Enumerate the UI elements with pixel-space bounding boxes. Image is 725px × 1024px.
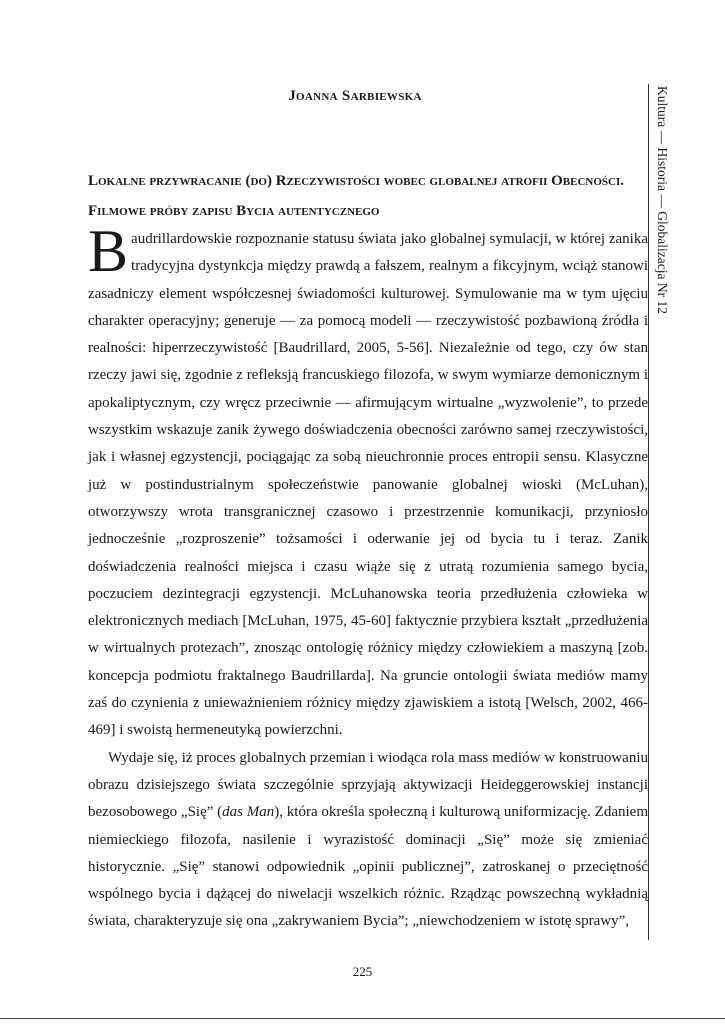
paragraph-1-text: audrillardowskie rozpoznanie statusu świata jako globalnej symulacji, w której zanika tradycyjna dystynkcja między prawdą a fałszem, realnym a fikcyjnym, wciąż stanowi zasadniczy element współczesnej świadomości kulturowej. Symulowanie ma w tym ujęciu charakter operacyjny; generuje — za pomocą modeli — rzeczywistość pozbawioną źródła i realności: hiperrzeczywistość [Baudrillard, 2005, 5-56]. Niezależnie od tego, czy ów stan rzeczy jawi się, zgodnie z refleksją francuskiego filozofa, w swym wymiarze demonicznym i apokaliptycznym, czy wręcz przeciwnie — afirmującym wirtualne „wyzwolenie”, to przede wszystkim wskazuje zanik żywego doświadczenia obecności zarówno samej rzeczywistości, jak i własnej egzystencji, pociągając za sobą nieuchronnie proces entropii sensu. Klasyczne już w postindustrialnym społeczeństwie panowanie globalnej wioski (McLuhan), otworzywszy wrota transgranicznej czasowo i przestrzennie komunikacji, przyniosło jednocześnie „rozproszenie” tożsamości i oderwanie jej od bycia tu i teraz. Zanik doświadczenia realności miejsca i czasu wiąże się z utratą rozumienia samego bycia, poczuciem dezintegracji egzystencji. McLuhanowska teoria przedłużenia człowieka w elektronicznych mediach [McLuhan, 1975, 45-60] faktycznie przybiera kształt „przedłużenia w wirtualnych protezach”, znosząc ontologię różnicy między człowiekiem a maszyną [zob. koncepcja podmiotu fraktalnego Baudrillarda]. Na gruncie ontologii świata mediów mamy zaś do czynienia z unieważnieniem różnicy między zjawiskiem a istotą [Welsch, 2002, 466-469] i swoistą hermeneutyką powierzchni. bbox=[88, 231, 648, 739]
paragraph-2-text-start: Wydaje się, iż proces globalnych przemian i wiodąca rola mass mediów w konstruowaniu obrazu dzisiejszego świata szczególnie sprzyjają aktywizacji Heideggerowskiej instancji bezosobowego „Się” ( bbox=[88, 749, 648, 821]
article-title: Lokalne przywracanie (do) Rzeczywistości wobec globalnej atrofii Obecności. Filmowe próby zapisu Bycia autentycznego bbox=[88, 173, 625, 219]
drop-cap: B bbox=[88, 218, 129, 284]
running-head: Kultura — Historia — Globalizacja Nr 12 bbox=[655, 86, 670, 314]
bottom-rule bbox=[0, 1018, 725, 1019]
paragraph-2 bbox=[88, 745, 648, 936]
paragraph-2-text-end: ), która określa społeczną i kulturową uniformizację. Zdaniem niemieckiego filozofa, nasilenie i wyrazistość dominacji „Się” może się zmieniać historycznie. „Się” stanowi odpowiednik „opinii publicznej”, zatroskanej o przeciętność wspólnego bycia i dążącej do niwelacji wszelkich różnic. Rządząc powszechną wykładnią świata, charakteryzuje się ona „zakrywaniem Bycia”; „niewchodzeniem w istotę sprawy”, bbox=[88, 804, 648, 930]
author-name: Joanna Sarbiewska bbox=[288, 88, 422, 104]
paragraph-1 bbox=[88, 218, 648, 745]
side-rule bbox=[648, 84, 649, 940]
page-number: 225 bbox=[352, 964, 373, 979]
article-body bbox=[88, 218, 648, 936]
paragraph-2-italic-term: das Man bbox=[222, 804, 275, 821]
